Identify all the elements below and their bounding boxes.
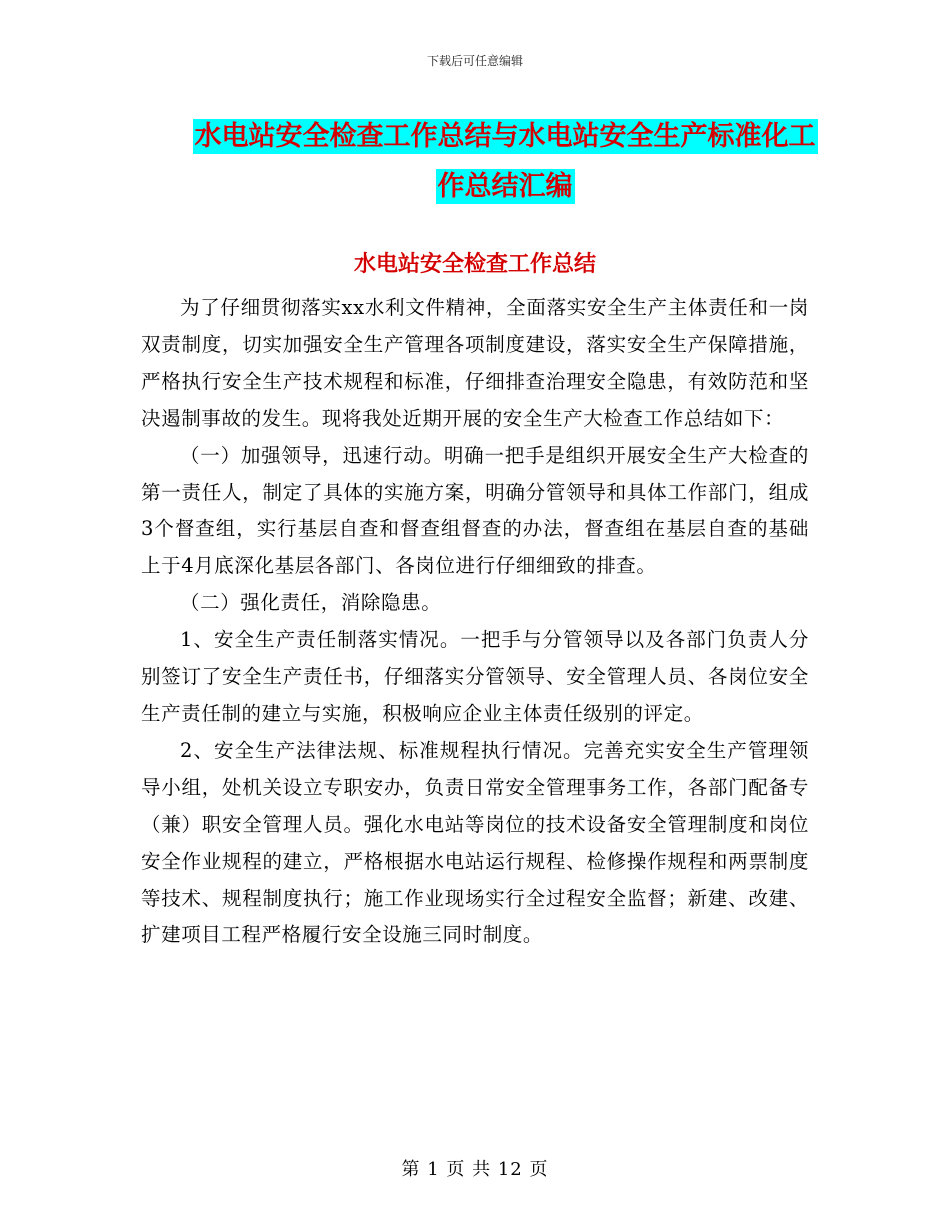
paragraph-intro: 为了仔细贯彻落实xx水利文件精神，全面落实安全生产主体责任和一岗双责制度，切实加强安全生产管理各项制度建设，落实安全生产保障措施，严格执行安全生产技术规程和标准，仔细排查治理安全隐患，有效防范和坚决遏制事故的发生。现将我处近期开展的安全生产大检查工作总结如下： — [141, 296, 809, 430]
section-title: 水电站安全检查工作总结 — [353, 252, 596, 277]
document-body — [141, 290, 809, 954]
paragraph-3: 1、安全生产责任制落实情况。一把手与分管领导以及各部门负责人分别签订了安全生产责任书，仔细落实分管领导、安全管理人员、各岗位安全生产责任制的建立与实施，积极响应企业主体责任级别的评定。 — [141, 628, 809, 725]
paragraph-1: （一）加强领导，迅速行动。明确一把手是组织开展安全生产大检查的第一责任人，制定了具体的实施方案，明确分管领导和具体工作部门，组成3个督查组，实行基层自查和督查组督查的办法，督查组在基层自查的基础上于4月底深化基层各部门、各岗位进行仔细细致的排查。 — [141, 443, 809, 578]
paragraph-4: 2、安全生产法律法规、标准规程执行情况。完善充实安全生产管理领导小组，处机关设立专职安办，负责日常安全管理事务工作，各部门配备专（兼）职安全管理人员。强化水电站等岗位的技术设备安全管理制度和岗位安全作业规程的建立，严格根据水电站运行规程、检修操作规程和两票制度等技术、规程制度执行；施工作业现场实行全过程安全监督；新建、改建、扩建项目工程严格履行安全设施三同时制度。 — [141, 738, 809, 947]
header-note: 下载后可任意编辑 — [426, 54, 523, 68]
paragraph-2: （二）强化责任，消除隐患。 — [180, 591, 442, 615]
page-number: 第 1 页 共 12 页 — [401, 1159, 549, 1180]
document-title — [150, 112, 860, 212]
title-line-1: 水电站安全检查工作总结与水电站安全生产标准化工 — [194, 121, 816, 152]
title-line-2: 作总结汇编 — [437, 171, 573, 202]
